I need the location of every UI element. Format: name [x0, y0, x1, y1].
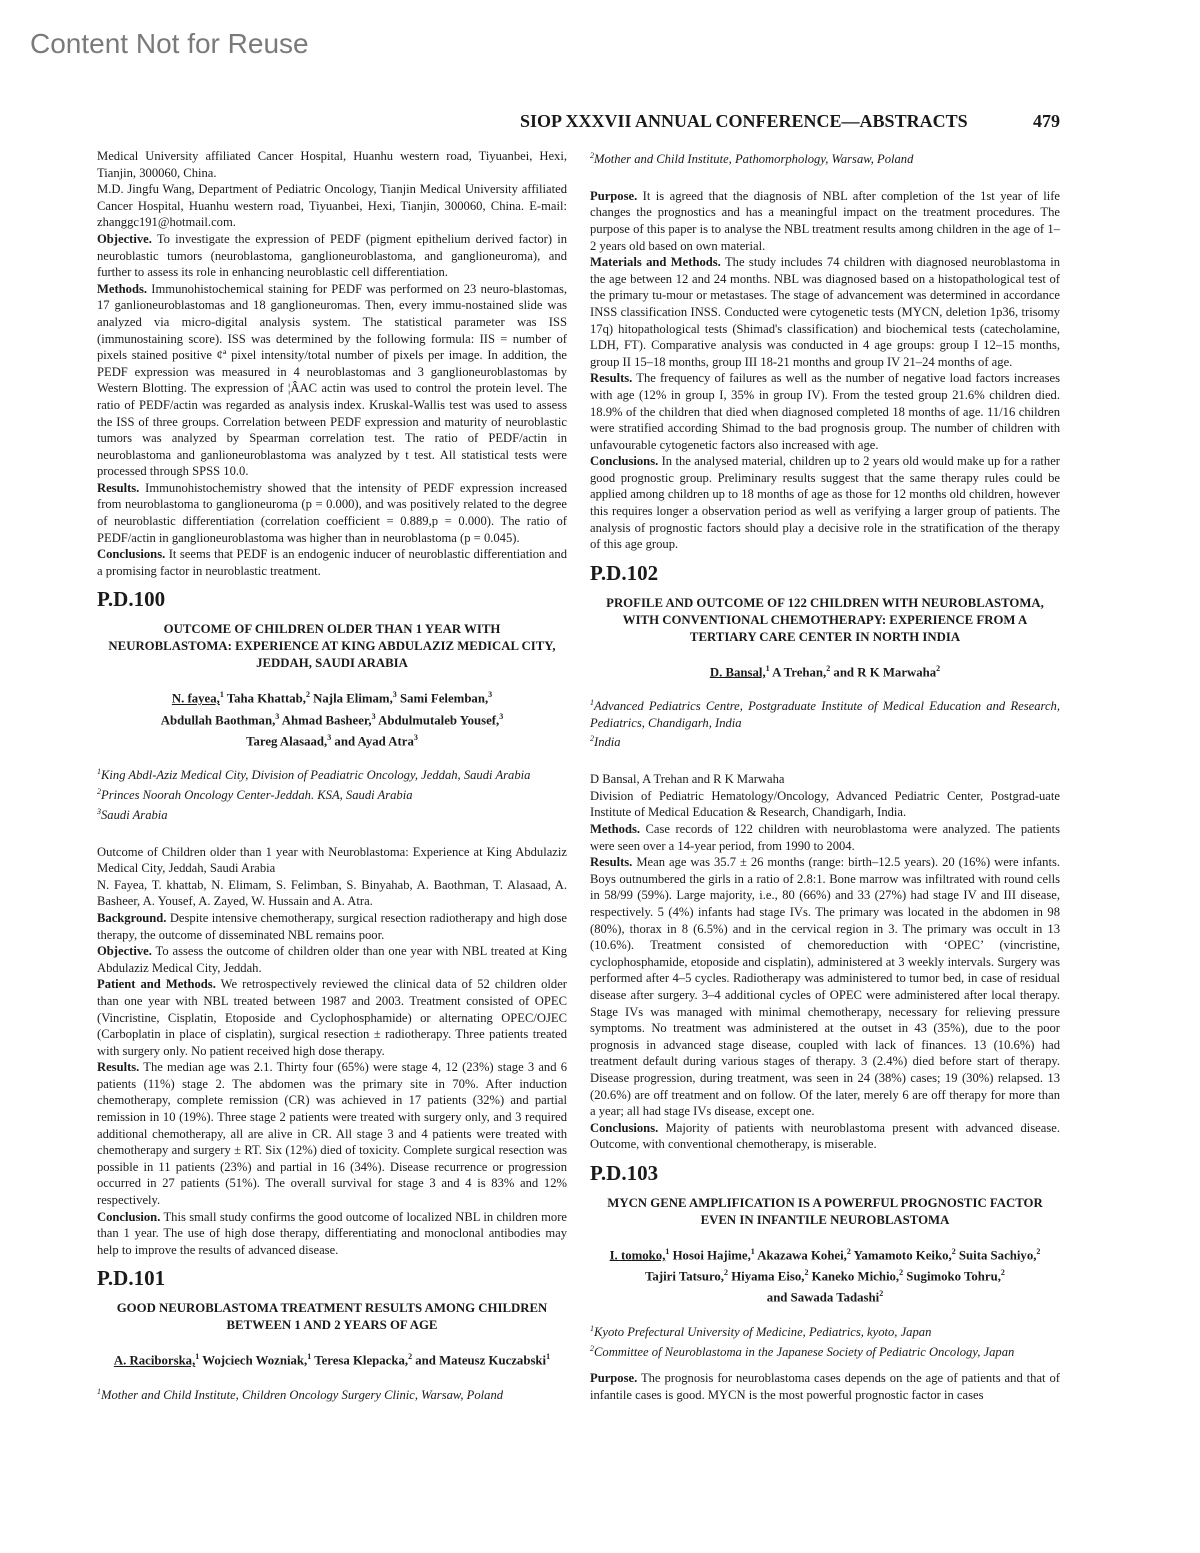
continued-affiliation: Medical University affiliated Cancer Hospital, Huanhu western road, Tiyuanbei, Hexi, Tianjin, 300060, China.: [97, 149, 567, 180]
author-name: Tareg Alasaad,: [246, 734, 328, 749]
author-sup: 2: [899, 1268, 904, 1278]
author-sup: 1: [195, 1352, 200, 1362]
affiliation-sup: 1: [590, 698, 594, 708]
conclusions-text: In the analysed material, children up to 2 years old would make up for a rather good prognostic group. Preliminary results suggest that the same therapy rules could be applied among children up to 18 months of age as those for 12 months old children, however this requires longer a observation period as well as verifying a larger group of patients. The analysis of prognostic factors should play a decisive role in the stratification of the therapy of this age group.: [590, 454, 1060, 552]
author-name: Suita Sachiyo,: [955, 1248, 1037, 1263]
author-name: Hiyama Eiso,: [728, 1269, 805, 1284]
author-sup: 2: [1036, 1246, 1041, 1256]
author-name: N. fayea,: [171, 691, 220, 706]
author-sup: 2: [879, 1289, 884, 1299]
background-label: Background.: [97, 910, 167, 925]
author-list: [97, 686, 567, 750]
abstract-title: MYCN GENE AMPLIFICATION IS A POWERFUL PROGNOSTIC FACTOR EVEN IN INFANTILE NEUROBLASTOMA: [607, 1195, 1043, 1227]
affiliation: [590, 1341, 1060, 1361]
objective-text: To assess the outcome of children older than one year with NBL treated at King Abdulaziz Medical City, Jeddah.: [97, 944, 567, 975]
author-name: and R K Marwaha: [830, 665, 937, 680]
author-name: Abdullah Baothman,: [160, 712, 276, 727]
affiliation: [590, 148, 1060, 168]
conclusions-paragraph: [97, 546, 567, 579]
methods-text: Case records of 122 children with neuroblastoma were analyzed. The patients were seen over a 14-year period, from 1990 to 2004.: [590, 822, 1060, 853]
affiliation-sup: 3: [97, 806, 101, 816]
author-name: Taha Khattab,: [223, 691, 306, 706]
author-name: Akazawa Kohei,: [754, 1248, 847, 1263]
affiliation-sup: 1: [97, 1386, 101, 1396]
conclusions-label: Conclusions.: [590, 1120, 659, 1135]
affiliation-sup: 1: [97, 767, 101, 777]
background-text: Despite intensive chemotherapy, surgical resection radiotherapy and high dose therapy, the outcome of disseminated NBL remains poor.: [97, 910, 567, 942]
author-name: A. Raciborska,: [113, 1353, 196, 1368]
affiliation-text: Advanced Pediatrics Centre, Postgraduate Institute of Medical Education and Research, Pediatrics, Chandigarh, India: [590, 699, 1060, 730]
abstract-title: GOOD NEUROBLASTOMA TREATMENT RESULTS AMONG CHILDREN BETWEEN 1 AND 2 YEARS OF AGE: [116, 1301, 548, 1333]
results-label: Results.: [97, 480, 140, 495]
affiliation-sup: 1: [590, 1323, 594, 1333]
results-text: Mean age was 35.7 ± 26 months (range: birth–12.5 years). 20 (16%) were infants. Boys outnumbered the girls in a ratio of 2.8:1. Bone marrow was infiltrated with round cells in 58/99 (59%). Large majority, i.e., 80 (66%) and 33 (27%) had stage IV and III disease, respectively. 5 (4%) infants had stage IVs. The primary was located in the abdomen in 98 (80%), thorax in 8 (6.5%) and in the cervical region in 3. The primary was occult in 13 (10.6%). Treatment consisted of chemoreduction with ‘OPEC’ (vincristine, cyclophosphamide, etoposide and cisplatin), administered at 3 weekly intervals. Surgery was performed after 4–5 cycles. Radiotherapy was administered to tumor bed, in case of residual disease after surgery. 3–4 additional cycles of OPEC were administered after local therapy. Stage IVs was managed with minimal chemotherapy, necessary for relieving pressure symptoms. No treatment was administered at the outset in 43 (35%), due to the poor prognosis in advanced stage disease, coupled with lack of finances. 13 (10.6%) had treatment default during various stages of therapy. 3 (2.4%) died before start of therapy. Disease progression, during treatment, was seen in 24 (38%) cases; 19 (30%) relapsed. 13 (20.6%) are off treatment and on follow. Of the later, merely 6 are off therapy for more than a year; all had stage IVs disease, except one.: [590, 855, 1060, 1119]
conclusions-paragraph: [590, 1120, 1060, 1153]
objective-text: To investigate the expression of PEDF (pigment epithelium derived factor) in neuroblastic tumors (neuroblastoma, ganglioneuroblastoma, and ganglioneuroma), and further to assess its role in enhancing neuroblastic cell differentiation.: [97, 231, 567, 280]
watermark: Content Not for Reuse: [30, 28, 309, 59]
affiliation-text: Kyoto Prefectural University of Medicine, Pediatrics, kyoto, Japan: [594, 1324, 932, 1339]
affiliation-text: Mother and Child Institute, Children Oncology Surgery Clinic, Warsaw, Poland: [101, 1387, 504, 1402]
results-paragraph: [97, 1059, 567, 1208]
background-paragraph: [97, 910, 567, 943]
conclusions-label: Conclusions.: [590, 454, 659, 469]
author-sup: 2: [408, 1352, 413, 1362]
affiliation: [97, 804, 567, 824]
purpose-label: Purpose.: [590, 188, 638, 203]
author-sup: 2: [1000, 1268, 1005, 1278]
materials-methods-text: The study includes 74 children with diagnosed neuroblastoma in the age between 12 and 24 months. NBL was diagnosed based on a histopathological test of the primary tu-mour or metastases. The stage of advancement was determined in accordance INSS classification INSS. Conducted were cytogenetic tests (MYCN, deletion 1p36, trisomy 17q) hitopathological tests (Shimad's classification) and biochemical tests (catecholamine, LDH, FT). Comparative analysis was conducted in 4 age groups: group I 12–15 months, group II 15–18 months, group III 18-21 months and group IV 21–24 months of age.: [590, 255, 1060, 369]
author-sup: 3: [488, 690, 493, 700]
intro-title: Outcome of Children older than 1 year with Neuroblastoma: Experience at King Abdulaziz Medical City, Jeddah, Saudi Arabia: [97, 844, 567, 876]
intro-department: Division of Pediatric Hematology/Oncology, Advanced Pediatric Center, Postgrad-uate Institute of Medical Education & Research, Chandigarh, India.: [590, 788, 1060, 820]
affiliation-sup: 2: [590, 151, 594, 160]
author-name: Sami Felemban,: [396, 691, 489, 706]
right-column: [590, 148, 1060, 1403]
author-name: Yamamoto Keiko,: [850, 1248, 952, 1263]
abstract-title: PROFILE AND OUTCOME OF 122 CHILDREN WITH NEUROBLASTOMA, WITH CONVENTIONAL CHEMOTHERAPY: EXPERIENCE FROM A TERTIARY CARE CENTER IN NORTH INDIA: [606, 595, 1044, 644]
results-paragraph: [590, 854, 1060, 1120]
intro-authors: N. Fayea, T. khattab, N. Elimam, S. Felimban, S. Binyahab, A. Baothman, T. Alasaad, A. Basheer, A. Yousef, A. Zayed, W. Hussain and A. Atra.: [97, 877, 567, 909]
author-name: and Mateusz Kuczabski: [412, 1353, 547, 1368]
author-sup: 3: [413, 732, 418, 742]
conclusion-paragraph: [97, 1209, 567, 1259]
methods-paragraph: [590, 821, 1060, 854]
objective-paragraph: [97, 231, 567, 281]
author-list: [590, 1243, 1060, 1307]
affiliation-sup: 2: [590, 734, 594, 744]
affiliation-text: Committee of Neuroblastoma in the Japanese Society of Pediatric Oncology, Japan: [594, 1344, 1015, 1359]
author-name: Wojciech Wozniak,: [199, 1353, 308, 1368]
author-sup: 3: [275, 711, 280, 721]
author-name: Hosoi Hajime,: [669, 1248, 751, 1263]
abstract-number: P.D.101: [97, 1266, 166, 1291]
author-list: [97, 1348, 567, 1369]
results-label: Results.: [590, 371, 633, 386]
running-title: SIOP XXXVII ANNUAL CONFERENCE—ABSTRACTS: [520, 111, 968, 131]
affiliation-text: Saudi Arabia: [101, 807, 168, 822]
author-sup: 1: [750, 1246, 755, 1256]
methods-label: Methods.: [97, 281, 148, 296]
author-sup: 2: [305, 690, 310, 700]
author-name: Sugimoko Tohru,: [903, 1269, 1001, 1284]
methods-label: Methods.: [590, 822, 641, 837]
author-name: Ahmad Basheer,: [279, 712, 372, 727]
author-sup: 1: [546, 1352, 551, 1362]
purpose-text: It is agreed that the diagnosis of NBL after completion of the 1st year of life changes the prognostics and has a meaningful impact on the treatment procedures. The purpose of this paper is to analyse the NBL treatment results among children in the age of 1–2 years old based on own material.: [590, 188, 1060, 253]
purpose-paragraph: [590, 188, 1060, 254]
author-sup: 1: [307, 1352, 312, 1362]
materials-methods-label: Materials and Methods.: [590, 255, 721, 270]
author-sup: 1: [665, 1246, 670, 1256]
author-name: and Ayad Atra: [331, 734, 414, 749]
results-text: The median age was 2.1. Thirty four (65%) were stage 4, 12 (23%) stage 3 and 6 patients (11%) stage 2. The abdomen was the primary site in 70%. After induction chemotherapy, complete remission (CR) was achieved in 17 patients (32%) and partial remission in 10 (19%). Three stage 2 patients were treated with surgery only, and 3 required additional chemotherapy, all are alive in CR. All stage 3 and 4 patients were treated with chemotherapy and surgery ± RT. Six (12%) died of toxicity. Complete surgical resection was possible in 11 patients (23%) and partial in 16 (34%). Disease recurrence or progression occurred in 27 patients (51%). The overall survival for stage 3 and 4 is 83% and 12% respectively.: [97, 1060, 567, 1208]
author-name: I. tomoko,: [609, 1248, 666, 1263]
conclusions-text: Majority of patients with neuroblastoma present with advanced disease. Outcome, with conventional chemotherapy, is miserable.: [590, 1120, 1060, 1152]
methods-paragraph: [97, 281, 567, 480]
affiliation: [97, 784, 567, 804]
purpose-label: Purpose.: [590, 1371, 638, 1386]
author-sup: 2: [951, 1246, 956, 1256]
abstract-number: P.D.100: [97, 587, 166, 612]
author-name: Tajiri Tatsuro,: [645, 1269, 725, 1284]
intro-authors: D Bansal, A Trehan and R K Marwaha: [590, 772, 785, 787]
author-name: Najla Elimam,: [309, 691, 393, 706]
author-sup: 3: [392, 690, 397, 700]
conclusion-text: This small study confirms the good outcome of localized NBL in children more than 1 year. The use of high dose therapy, differentiating and monoclonal antibodies may help to improve the results of advanced disease.: [97, 1209, 567, 1257]
affiliation: [590, 1321, 1060, 1341]
methods-text: Immunohistochemical staining for PEDF was performed on 23 neuro-blastomas, 17 ganlioneuroblastomas and 18 ganglioneuromas. Then, every immu-nostained slide was analyzed via micro-digital analysis system. The statistical parameter was ISS (immunostaining score). ISS was determined by the following formula: IIS = number of pixels stained positive ¢ª pixel intensity/total number of pixels per image. In addition, the PEDF expression was measured in 4 neuroblastomas and 3 ganglioneuroblastomas by Western Blotting. The expression of ¦ÂAC actin was used to control the protein level. The ratio of PEDF/actin was regarded as analysis index. Kruskal-Wallis test was used to assess the ISS of three groups. Correlation between PEDF expression and maturity of neuroblastic tumors was analyzed by Spearman correlation test. The ratio of PEDF/actin in neuroblastoma and ganlioneuroblastoma was analyzed by t test. All statistical tests were processed through SPSS 10.0.: [97, 281, 567, 479]
author-sup: 2: [804, 1268, 809, 1278]
conclusions-paragraph: [590, 453, 1060, 553]
author-name: Abdulmutaleb Yousef,: [375, 712, 500, 727]
affiliation: [590, 731, 1060, 751]
page-number: 479: [1033, 111, 1060, 131]
author-name: A Trehan,: [769, 665, 827, 680]
conclusions-text: It seems that PEDF is an endogenic inducer of neuroblastic differentiation and a promising factor in neuroblastic treatment.: [97, 547, 567, 578]
author-sup: 2: [826, 663, 831, 673]
affiliation-text: Mother and Child Institute, Pathomorphology, Warsaw, Poland: [594, 152, 914, 167]
affiliation: [97, 764, 567, 784]
author-sup: 3: [327, 732, 332, 742]
author-list: [590, 660, 1060, 681]
results-paragraph: [590, 370, 1060, 453]
left-column: [97, 148, 567, 1403]
affiliation: [590, 695, 1060, 731]
affiliation-text: Princes Noorah Oncology Center-Jeddah. KSA, Saudi Arabia: [101, 788, 413, 803]
conclusions-label: Conclusions.: [97, 547, 166, 562]
patients-methods-paragraph: [97, 976, 567, 1059]
correspondence: M.D. Jingfu Wang, Department of Pediatric Oncology, Tianjin Medical University affiliated Cancer Hospital, Huanhu western road, Tiyuanbei, Hexi, Tianjin, 300060, China. E-mail: zhanggc191@hotmail.com.: [97, 182, 567, 230]
patients-methods-text: We retrospectively reviewed the clinical data of 52 children older than one year with NBL treated between 1987 and 2003. Treatment consisted of OPEC (Vincristine, Cisplatin, Etoposide and Cyclophosphamide) or alternating OPEC/OJEC (Carboplatin in place of cisplatin), surgical resection ± radiotherapy. Three patients treated with surgery only. No patient received high dose therapy.: [97, 977, 567, 1058]
abstract-title: OUTCOME OF CHILDREN OLDER THAN 1 YEAR WITH NEUROBLASTOMA: EXPERIENCE AT KING ABDULAZIZ MEDICAL CITY, JEDDAH, SAUDI ARABIA: [108, 622, 556, 671]
results-paragraph: [97, 480, 567, 546]
author-name: Kaneko Michio,: [808, 1269, 900, 1284]
author-sup: 3: [499, 711, 504, 721]
results-label: Results.: [97, 1060, 140, 1075]
author-name: Teresa Klepacka,: [311, 1353, 409, 1368]
objective-label: Objective.: [97, 944, 152, 959]
results-text: Immunohistochemistry showed that the intensity of PEDF expression increased from neuroblastoma to ganglioneuroma (p = 0.000), and was positively related to the degree of neuroblastic differentiation (correlation coefficient = 0.889,p = 0.000). The ratio of PEDF/actin in ganglioneuroblastoma was higher than in neuroblastoma (p = 0.045).: [97, 480, 567, 545]
materials-methods-paragraph: [590, 254, 1060, 370]
affiliation-sup: 2: [590, 1343, 594, 1353]
author-sup: 1: [765, 663, 770, 673]
objective-label: Objective.: [97, 231, 152, 246]
author-sup: 2: [846, 1246, 851, 1256]
author-name: D. Bansal,: [709, 665, 766, 680]
author-sup: 2: [724, 1268, 729, 1278]
abstract-number: P.D.103: [590, 1160, 659, 1185]
conclusion-label: Conclusion.: [97, 1209, 161, 1224]
results-text: The frequency of failures as well as the number of negative load factors increases with age (12% in group I, 35% in group IV). From the tested group 21.6% children died. 18.9% of the children that died when diagnosed completed 18 months of age. 11/16 children were stratified according Shimad to the bad prognosis group. The number of children with unfavourable cytogenetic factors also increased with age.: [590, 371, 1060, 452]
affiliation-text: India: [594, 735, 621, 750]
author-name: and Sawada Tadashi: [766, 1290, 880, 1305]
author-sup: 2: [936, 663, 941, 673]
affiliation-sup: 2: [97, 787, 101, 797]
author-sup: 3: [371, 711, 376, 721]
purpose-paragraph: [590, 1370, 1060, 1403]
author-sup: 1: [219, 690, 224, 700]
patients-methods-label: Patient and Methods.: [97, 977, 216, 992]
affiliation-text: King Abdl-Aziz Medical City, Division of Peadiatric Oncology, Jeddah, Saudi Arabia: [101, 768, 531, 783]
abstract-number: P.D.102: [590, 560, 659, 585]
objective-paragraph: [97, 943, 567, 976]
purpose-text: The prognosis for neuroblastoma cases depends on the age of patients and that of infantile cases is good. MYCN is the most powerful prognostic factor in cases: [590, 1371, 1060, 1402]
affiliation: [97, 1384, 567, 1404]
results-label: Results.: [590, 855, 633, 870]
